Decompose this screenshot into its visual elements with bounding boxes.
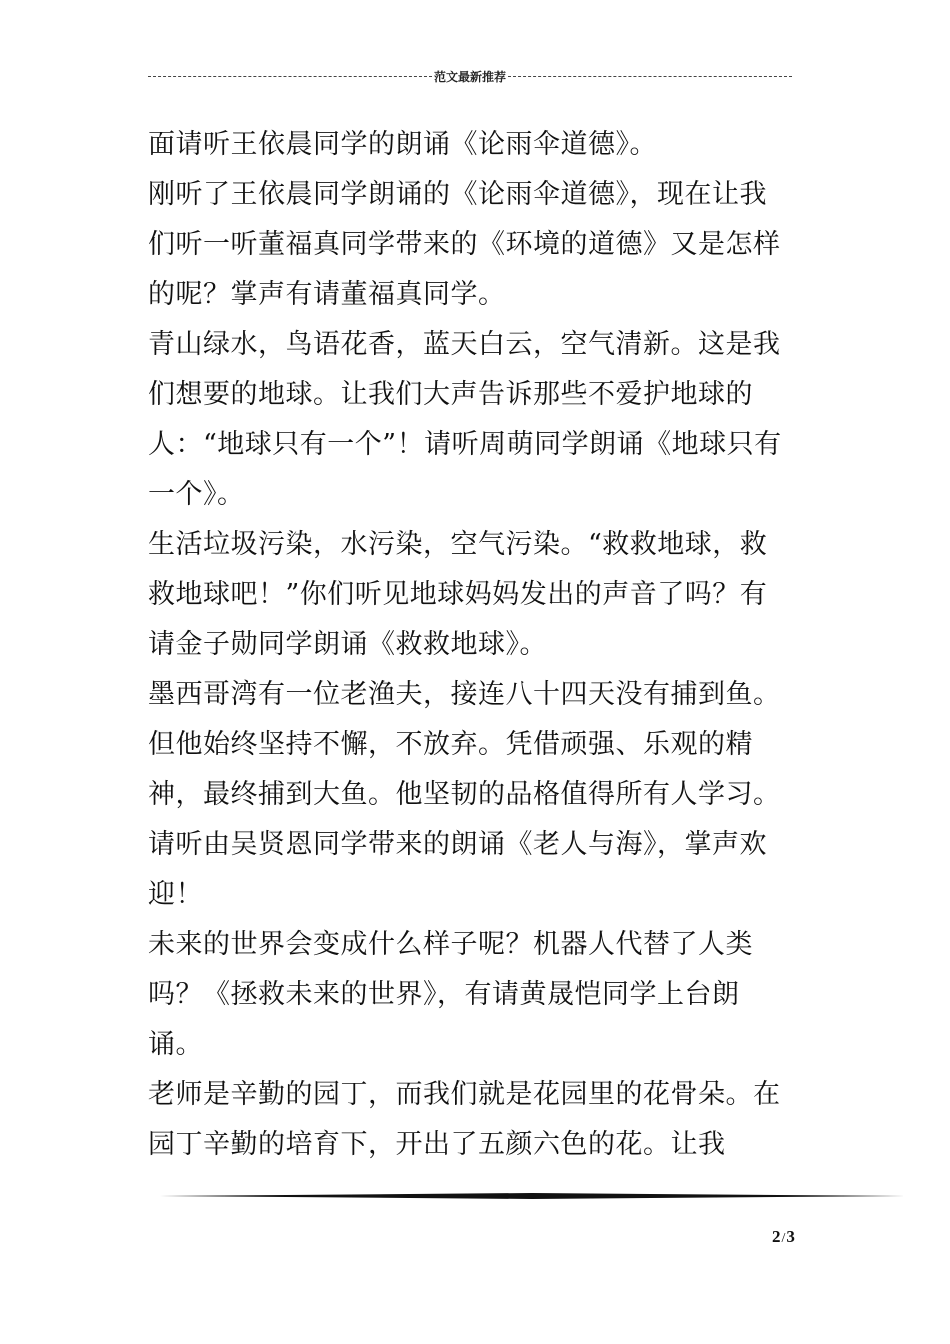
paragraph: 老师是辛勤的园丁，而我们就是花园里的花骨朵。在园丁辛勤的培育下，开出了五颜六色的花。让我 — [148, 1079, 781, 1160]
page-current: 2 — [772, 1227, 781, 1246]
paragraph: 青山绿水，鸟语花香，蓝天白云，空气清新。这是我们想要的地球。让我们大声告诉那些不爱护地球的人：“地球只有一个”！请听周萌同学朗诵《地球只有一个》。 — [148, 329, 782, 510]
footer-divider-line — [160, 1193, 905, 1199]
page-total: 3 — [786, 1227, 795, 1246]
paragraph: 生活垃圾污染，水污染，空气污染。“救救地球，救救地球吧！”你们听见地球妈妈发出的声音了吗？有请金子勋同学朗诵《救救地球》。 — [148, 529, 768, 660]
footer-divider — [160, 1193, 905, 1199]
paragraph: 墨西哥湾有一位老渔夫，接连八十四天没有捕到鱼。但他始终坚持不懈，不放弃。凭借顽强、乐观的精神，最终捕到大鱼。他坚韧的品格值得所有人学习。请听由吴贤恩同学带来的朗诵《老人与海》，掌声欢迎！ — [148, 679, 781, 910]
paragraph: 面请听王依晨同学的朗诵《论雨伞道德》。 — [148, 129, 657, 160]
paragraph: 刚听了王依晨同学朗诵的《论雨伞道德》，现在让我们听一听董福真同学带来的《环境的道德》又是怎样的呢？掌声有请董福真同学。 — [148, 179, 781, 310]
header-dash-left — [148, 76, 432, 77]
paragraph: 未来的世界会变成什么样子呢？机器人代替了人类吗？《拯救未来的世界》，有请黄晟恺同学上台朗诵。 — [148, 929, 753, 1060]
page-separator: / — [781, 1231, 786, 1246]
document-body — [148, 120, 788, 1170]
page-header — [148, 68, 792, 85]
header-dash-right — [508, 76, 792, 77]
page-number — [772, 1227, 795, 1247]
header-label: 范文最新推荐 — [434, 70, 507, 84]
